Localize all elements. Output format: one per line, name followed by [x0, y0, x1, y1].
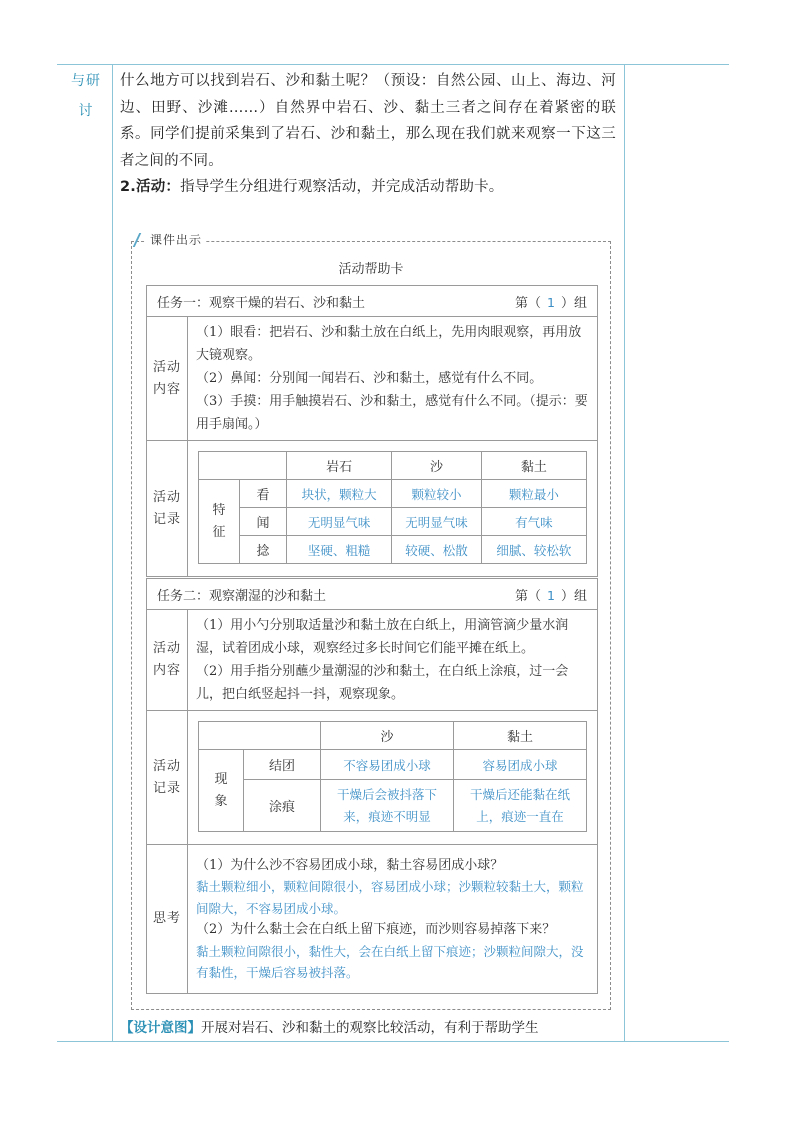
record-cell: 干燥后还能黏在纸上，痕迹一直在: [454, 780, 587, 832]
feature-label: 特 征: [199, 480, 240, 564]
task2-title: 任务二：观察潮湿的沙和黏土: [157, 588, 327, 604]
col-header: 岩石: [287, 452, 392, 480]
phenomenon-label: 现 象: [199, 750, 244, 832]
design-intent: [120, 1016, 620, 1040]
courseware-box: [131, 233, 611, 1010]
question: （1）为什么沙不容易团成小球，黏土容易团成小球？: [196, 857, 504, 873]
activity-line: [120, 174, 616, 201]
record-cell: 坚硬、粗糙: [287, 536, 392, 564]
record-cell: 有气味: [481, 508, 586, 536]
activity-heading: 2.活动：: [120, 179, 181, 195]
think-label: 思考: [147, 845, 188, 994]
sense-label: 捻: [240, 536, 287, 564]
task1-group: 第（ 1 ）组: [515, 294, 587, 311]
task1-step: （3）手摸：用手触摸岩石、沙和黏土，感觉有什么不同。（提示：要用手扇闻。）: [196, 394, 588, 432]
col-header: 黏土: [481, 452, 586, 480]
task2-step: （2）用手指分别蘸少量潮湿的沙和黏土，在白纸上涂痕，过一会儿，把白纸竖起抖一抖，观察现象。: [196, 664, 569, 702]
card-title: 活动帮助卡: [338, 262, 404, 277]
record-cell: 块状，颗粒大: [287, 480, 392, 508]
task1-content-label: 活动 内容: [147, 317, 188, 441]
record-cell: 颗粒较小: [392, 480, 482, 508]
courseware-tag: 课件出示: [146, 231, 206, 248]
record-cell: 颗粒最小: [481, 480, 586, 508]
column-rule-right: [624, 64, 625, 1042]
task1-title: 任务一：观察干燥的岩石、沙和黏土: [157, 295, 366, 311]
design-tag: 【设计意图】: [120, 1020, 201, 1036]
answer: 黏土颗粒细小，颗粒间隙很小，容易团成小球；沙颗粒较黏土大，颗粒间隙大，不容易团成小球。: [196, 879, 584, 916]
answer: 黏土颗粒间隙很小，黏性大，会在白纸上留下痕迹；沙颗粒间隙大，没有黏性，干燥后容易被抖落。: [196, 943, 584, 980]
col-header: 沙: [392, 452, 482, 480]
task2-record-label: 活动 记录: [147, 711, 188, 845]
sense-label: 看: [240, 480, 287, 508]
side-label-line-2: 讨: [78, 103, 94, 119]
record-cell: 容易团成小球: [454, 750, 587, 780]
question: （2）为什么黏土会在白纸上留下痕迹，而沙则容易掉落下来？: [196, 922, 556, 937]
col-header: 沙: [321, 722, 454, 750]
record-cell: 细腻、较松软: [481, 536, 586, 564]
task2-step: （1）用小勺分别取适量沙和黏土放在白纸上，用滴管滴少量水润湿，试着团成小球，观察经过多长时间它们能平摊在纸上。: [196, 618, 569, 656]
task1-record-table: [198, 451, 587, 564]
record-cell: 干燥后会被抖落下来，痕迹不明显: [321, 780, 454, 832]
task1-table: [146, 285, 598, 577]
sense-label: 闻: [240, 508, 287, 536]
record-cell: 无明显气味: [287, 508, 392, 536]
record-cell: 不容易团成小球: [321, 750, 454, 780]
think-content: [188, 845, 598, 994]
activity-text: 指导学生分组进行观察活动，并完成活动帮助卡。: [180, 179, 504, 195]
task2-group: 第（ 1 ）组: [515, 587, 587, 604]
task2-table: [146, 578, 598, 994]
record-cell: 无明显气味: [392, 508, 482, 536]
record-cell: 较硬、松散: [392, 536, 482, 564]
item-label: 结团: [244, 750, 321, 780]
column-rule-left: [112, 64, 113, 1042]
side-label-line-1: 与研: [71, 73, 101, 89]
task1-steps: [188, 317, 598, 441]
lesson-body: [120, 68, 616, 201]
task2-content-label: 活动 内容: [147, 610, 188, 711]
task1-step: （1）眼看：把岩石、沙和黏土放在白纸上，先用肉眼观察，再用放大镜观察。: [196, 325, 582, 363]
task2-steps: [188, 610, 598, 711]
table-top-rule: [57, 64, 729, 65]
item-label: 涂痕: [244, 780, 321, 832]
task1-record-label: 活动 记录: [147, 441, 188, 577]
lesson-paragraph: 什么地方可以找到岩石、沙和黏土呢？（预设：自然公园、山上、海边、河边、田野、沙滩……）自然界中岩石、沙、黏土三者之间存在着紧密的联系。同学们提前采集到了岩石、沙和黏土，那么现在我们就来观察一下这三者之间的不同。: [120, 73, 616, 169]
design-text: 开展对岩石、沙和黏土的观察比较活动，有利于帮助学生: [201, 1020, 539, 1036]
col-header: 黏土: [454, 722, 587, 750]
task2-record-table: [198, 721, 587, 832]
task1-step: （2）鼻闻：分别闻一闻岩石、沙和黏土，感觉有什么不同。: [196, 371, 543, 386]
table-bottom-rule: [57, 1041, 729, 1042]
